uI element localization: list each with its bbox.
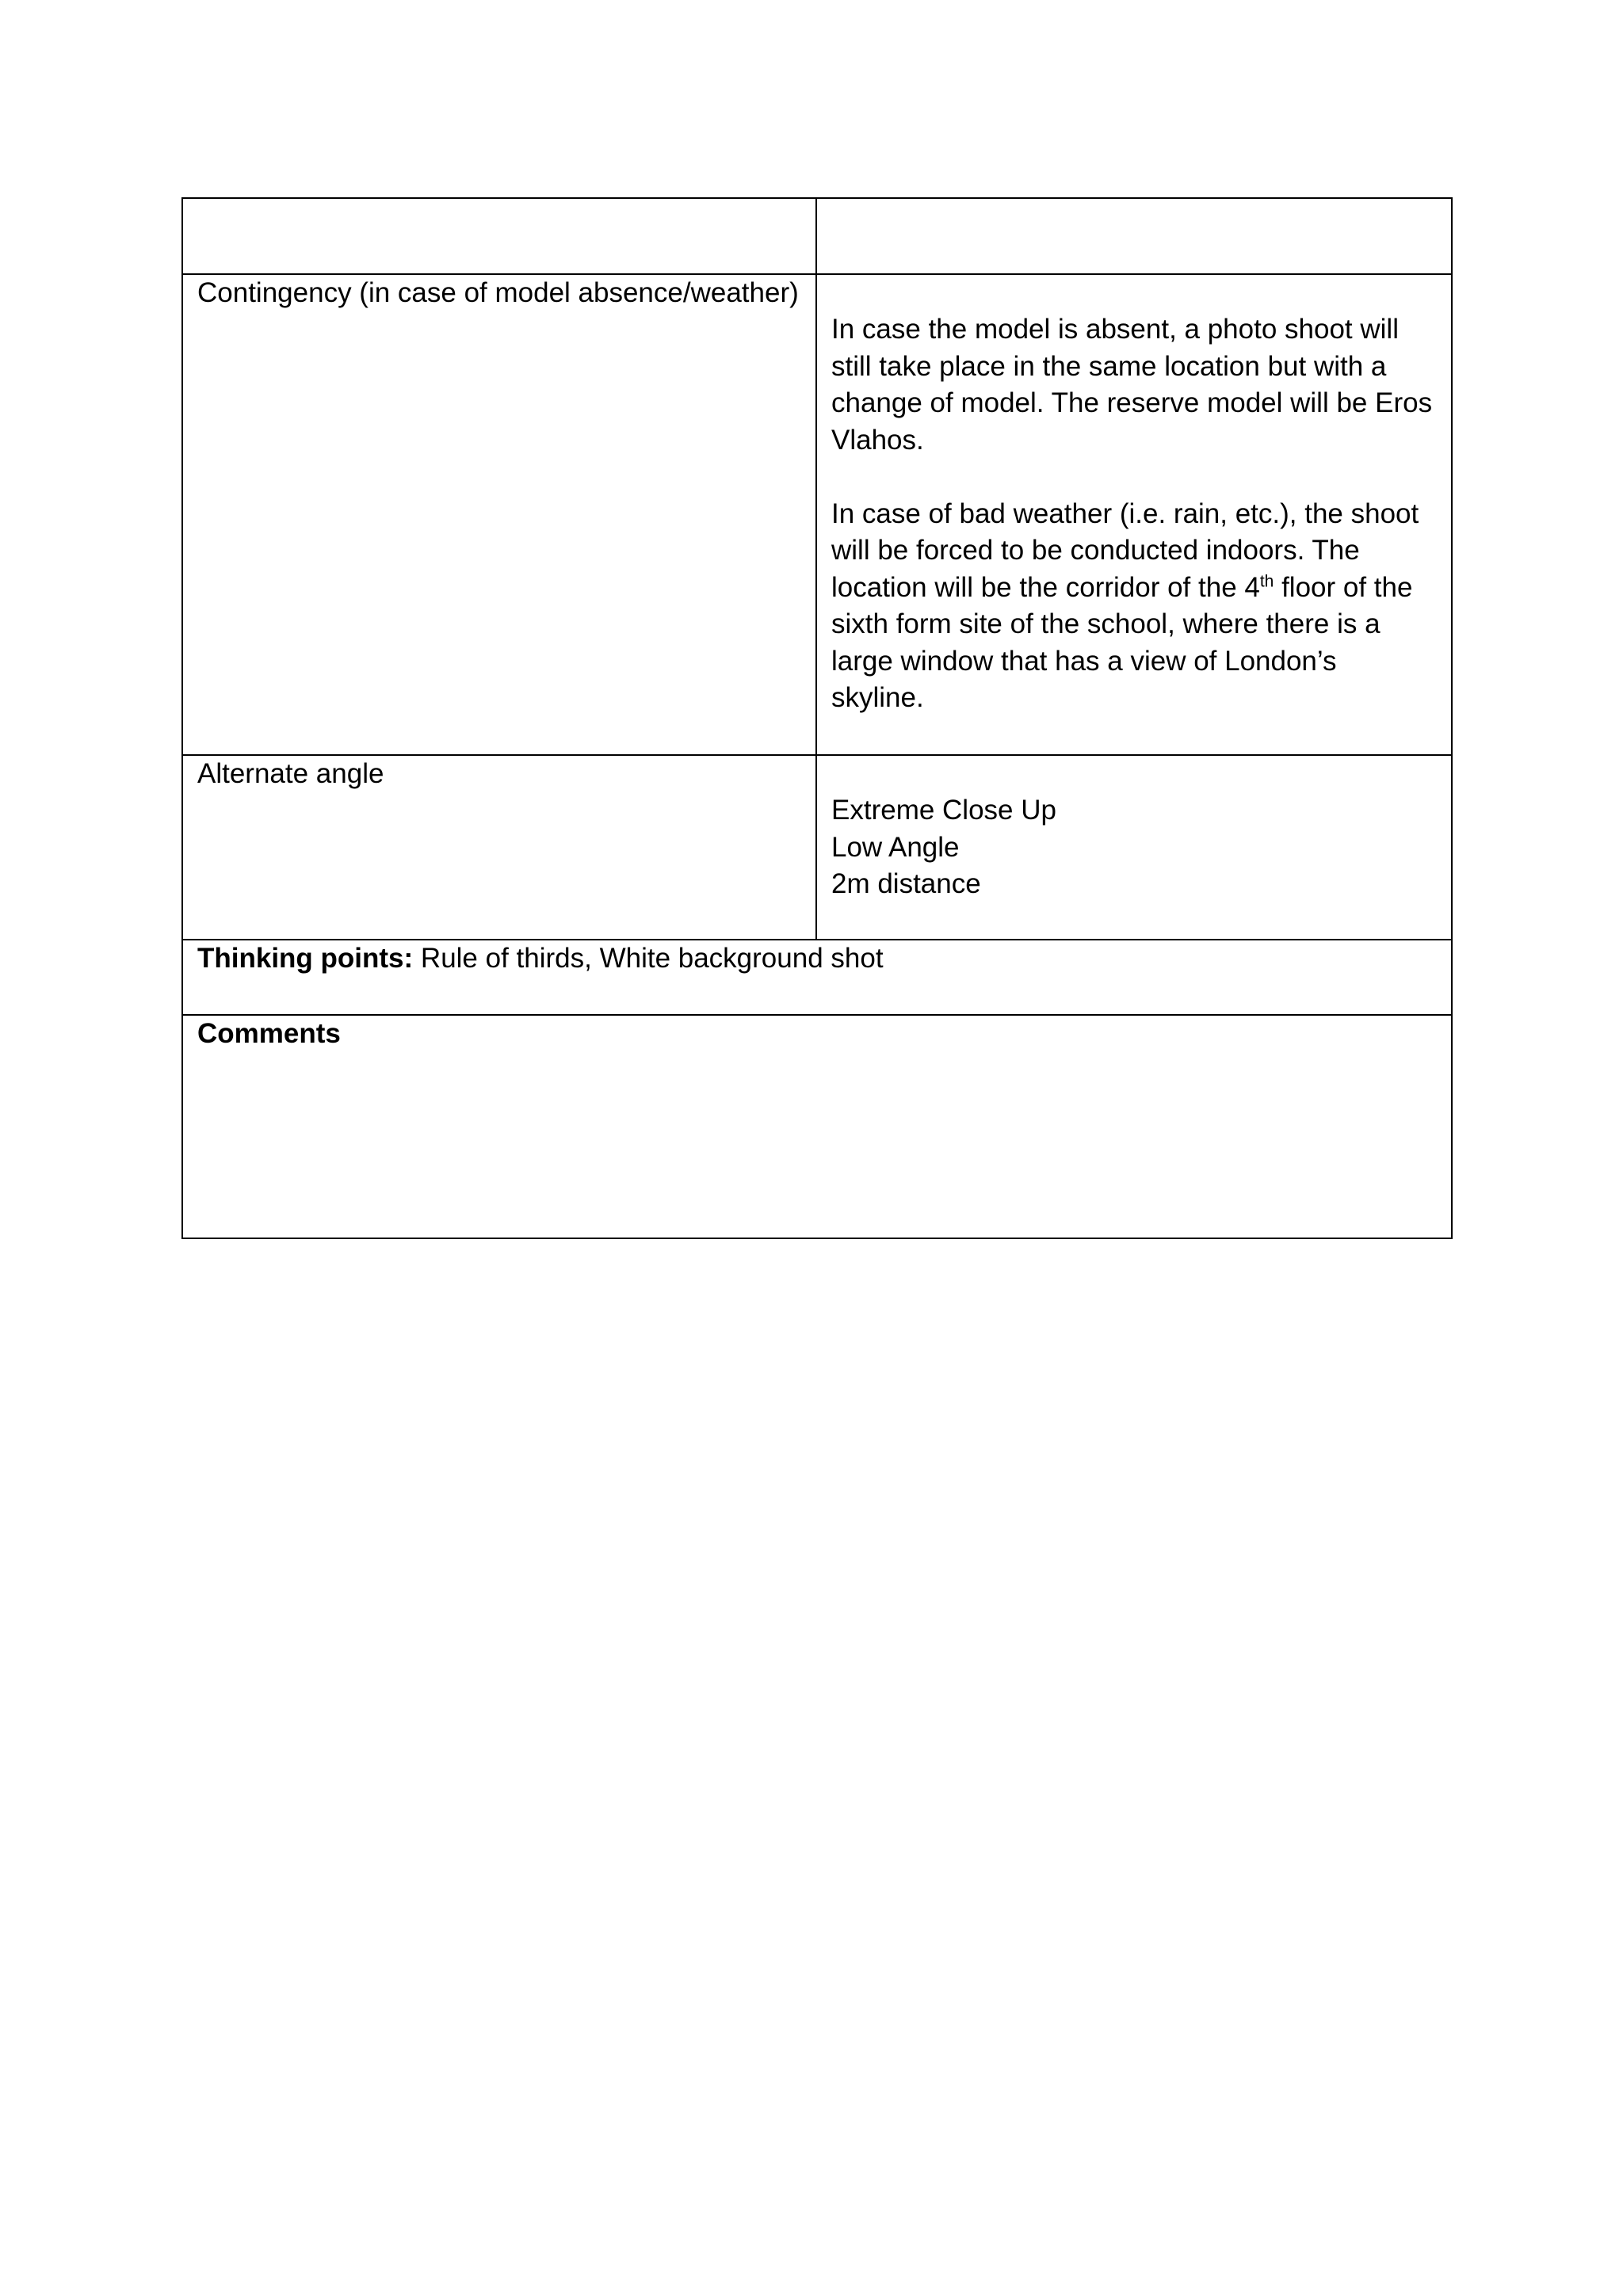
contingency-label: Contingency (in case of model absence/weather) [197,277,799,308]
model-absence-line: change of model. The reserve model will be Eros [831,387,1433,418]
thinking-points-value: Rule of thirds, White background shot [413,943,884,974]
floor-text-before: location will be the corridor of the 4 [831,571,1260,603]
model-absence-line: In case the model is absent, a photo shoot will [831,314,1399,345]
model-absence-line: Vlahos. [831,424,924,456]
angle-distance: 2m distance [831,868,981,899]
floor-text-after: floor of the [1274,571,1413,603]
alternate-angle-label: Alternate angle [197,758,384,789]
table-row-thinking-points [182,940,1452,1015]
empty-cell-left [182,198,816,274]
alternate-angle-label-cell [182,755,816,940]
bad-weather-line: In case of bad weather (i.e. rain, etc.), the shoot [831,498,1419,529]
empty-cell-right [816,198,1452,274]
thinking-points-cell [182,940,1452,1015]
contingency-value-cell [816,274,1452,755]
bad-weather-line: skyline. [831,682,924,713]
bad-weather-line: large window that has a view of London’s [831,645,1337,677]
alternate-angle-values [831,756,1437,903]
table-row-empty [182,198,1452,274]
bad-weather-line-floor [831,570,1437,607]
model-absence-paragraph [831,311,1437,459]
thinking-points-label: Thinking points: [197,943,414,974]
angle-camera-angle: Low Angle [831,831,960,863]
shoot-plan-table [181,197,1453,1239]
ordinal-suffix: th [1259,571,1274,590]
table-row-comments [182,1015,1452,1238]
contingency-value [831,275,1437,717]
bad-weather-line: will be forced to be conducted indoors. The [831,535,1360,566]
comments-cell [182,1015,1452,1238]
contingency-label-cell [182,274,816,755]
model-absence-line: still take place in the same location but with a [831,350,1387,382]
alternate-angle-value-cell [816,755,1452,940]
angle-shot-type: Extreme Close Up [831,795,1056,826]
bad-weather-line: sixth form site of the school, where there is a [831,608,1381,639]
table-row-contingency [182,274,1452,755]
bad-weather-paragraph [831,496,1437,717]
table-row-alternate-angle [182,755,1452,940]
comments-label: Comments [197,1018,341,1049]
